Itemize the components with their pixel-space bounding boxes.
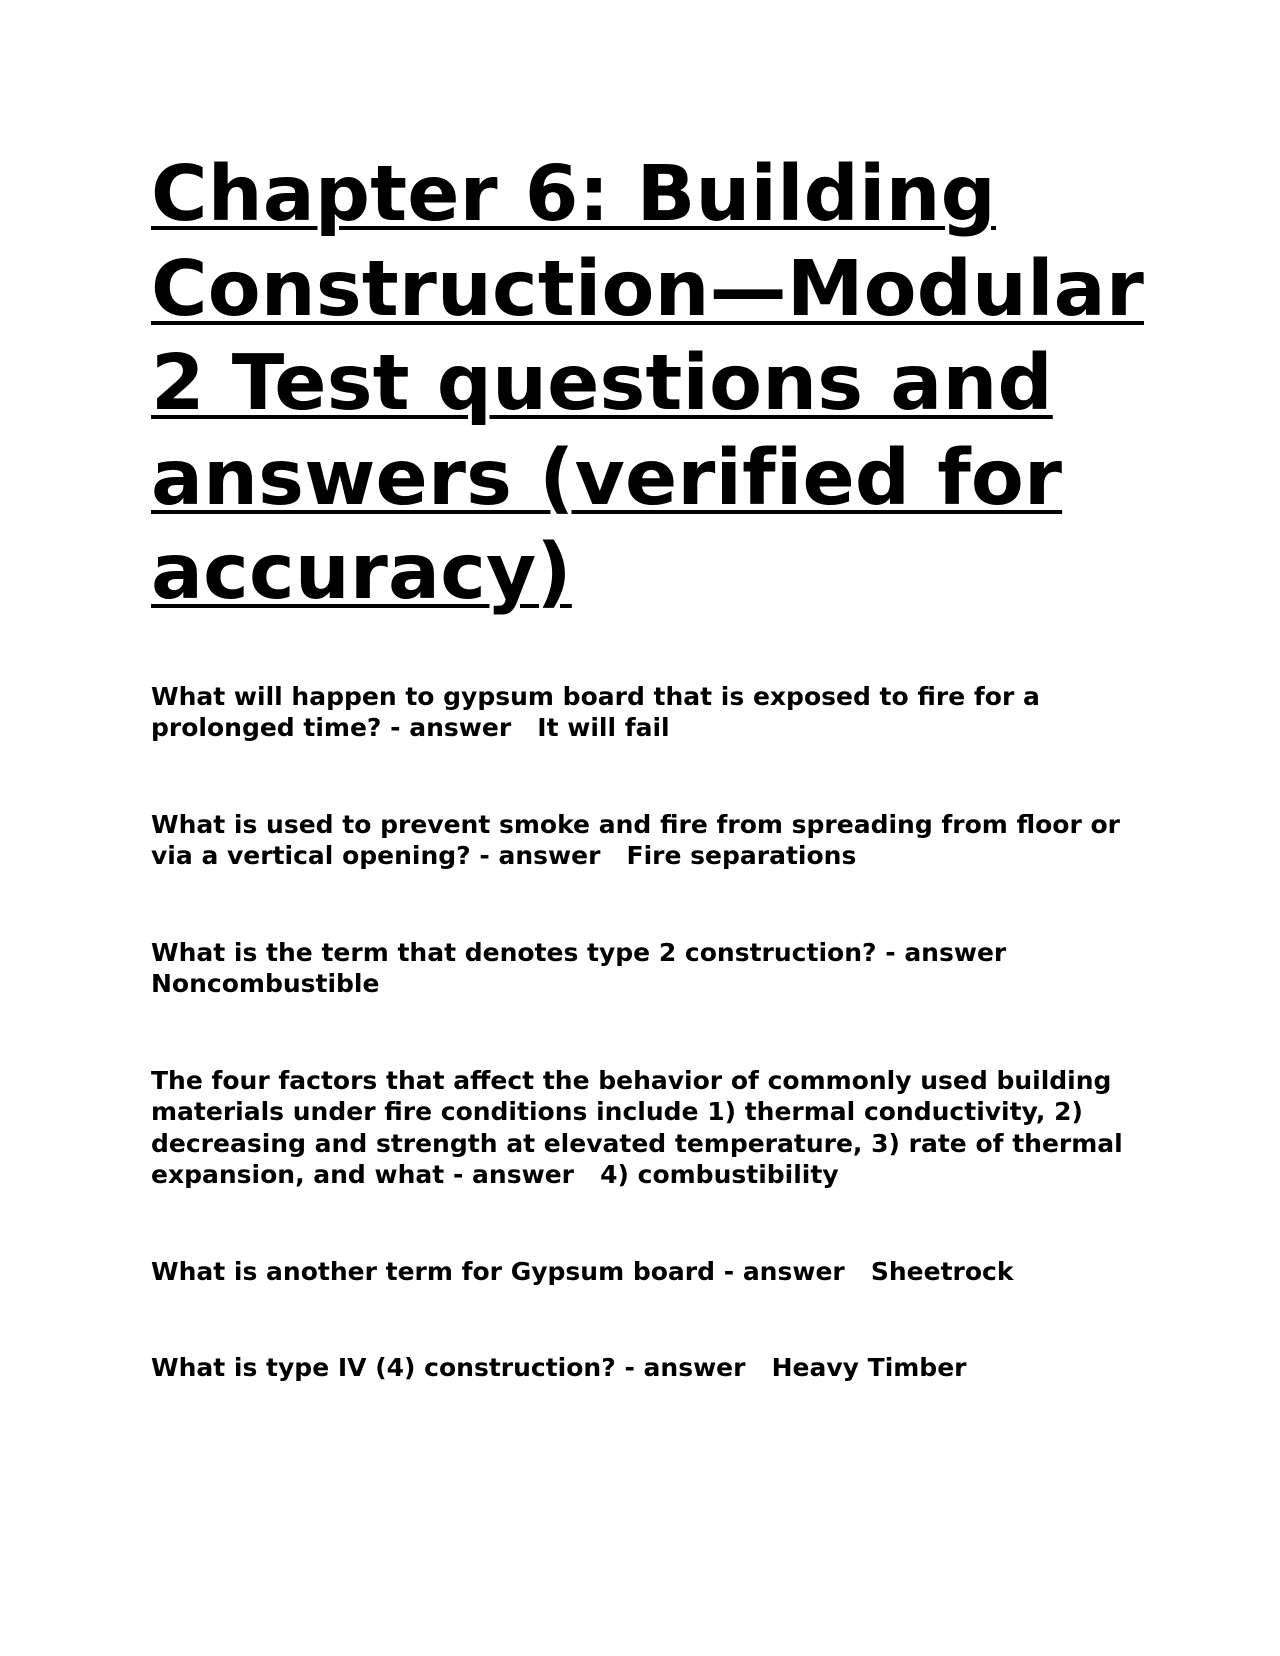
qa-answer: Heavy Timber [771, 1353, 967, 1382]
qa-item [151, 809, 1151, 872]
qa-answer: Fire separations [626, 841, 857, 870]
qa-list [151, 681, 1151, 1384]
document-content [151, 148, 1151, 1384]
qa-answer-marker: - answer [479, 841, 601, 870]
qa-item [151, 1065, 1151, 1191]
qa-answer-marker: - answer [452, 1160, 574, 1189]
qa-question: What is type IV (4) construction? [151, 1353, 616, 1382]
qa-question: What is the term that denotes type 2 construction? [151, 937, 877, 967]
qa-item [151, 1352, 1151, 1384]
qa-item [151, 681, 1151, 744]
qa-answer: It will fail [537, 713, 670, 742]
qa-question: The four factors that affect the behavior of commonly used building materials under fire conditions include 1) thermal conductivity, 2) decreasing and strength at elevated temperature, 3) rate of thermal expansion, and what [151, 1065, 1132, 1189]
qa-answer-marker: - answer [624, 1353, 746, 1382]
qa-answer: Sheetrock [870, 1256, 1014, 1286]
qa-answer: Noncombustible [151, 969, 380, 998]
qa-question: What is another term for Gypsum board [151, 1256, 716, 1286]
document-title: Chapter 6: Building Construction—Modular 2 Test questions and answers (verified for accuracy) [151, 150, 1145, 617]
qa-item [151, 937, 1151, 1000]
qa-answer: 4) combustibility [600, 1160, 839, 1189]
qa-item [151, 1256, 1151, 1288]
qa-answer-marker: - answer [723, 1256, 845, 1286]
qa-question: What is used to prevent smoke and fire from spreading from floor or via a vertical opening? [151, 809, 1129, 870]
qa-answer-marker: - answer [390, 713, 512, 742]
qa-question: What will happen to gypsum board that is exposed to fire for a prolonged time? [151, 681, 1049, 742]
qa-answer-marker: - answer [885, 937, 1007, 967]
